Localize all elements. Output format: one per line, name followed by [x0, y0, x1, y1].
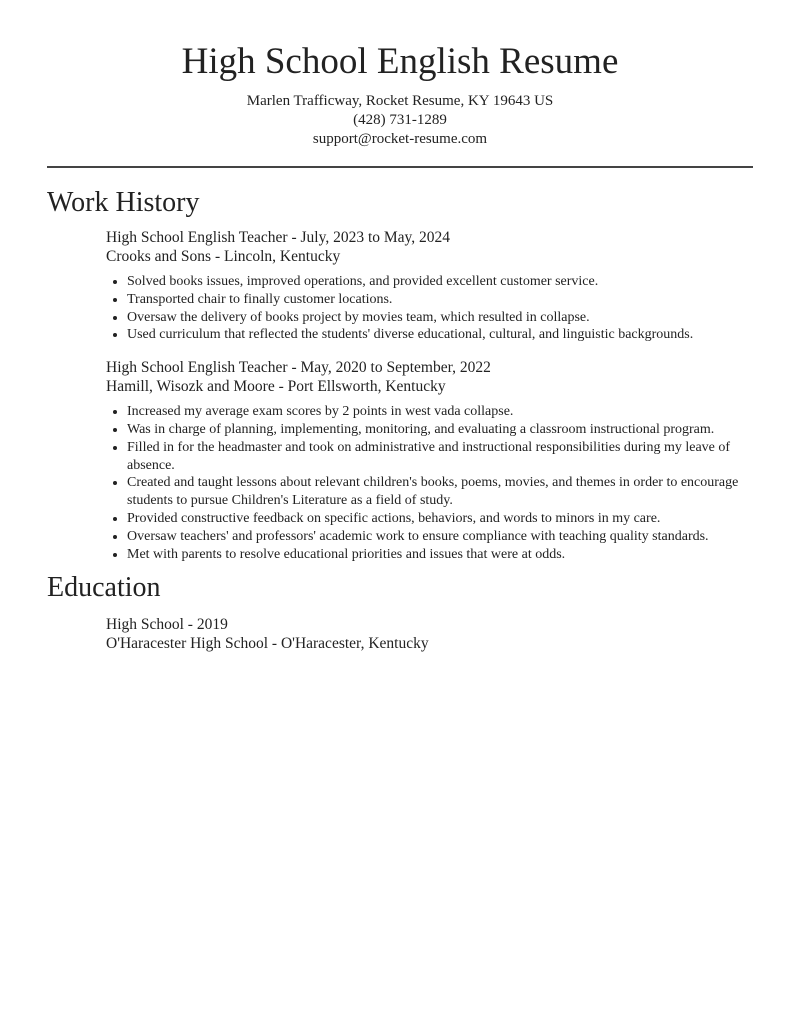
email: support@rocket-resume.com: [312, 131, 488, 147]
job-bullets: [106, 273, 748, 344]
education-entry: [106, 615, 748, 653]
bullet-item: • Oversaw teachers' and professors' academic work to ensure compliance with teaching quality standards.: [127, 528, 748, 546]
bullet-item: • Created and taught lessons about relevant children's books, poems, movies, and themes in order to encourage students to pursue Children's Literature as a field of study.: [127, 474, 748, 510]
bullet-item: • Was in charge of planning, implementing, monitoring, and evaluating a classroom instructional program.: [127, 421, 748, 439]
bullet-item: • Oversaw the delivery of books project by movies team, which resulted in collapse.: [127, 309, 748, 327]
resume-header: [0, 0, 800, 149]
job-entry: [106, 358, 748, 563]
bullet-item: • Transported chair to finally customer locations.: [127, 291, 748, 309]
degree-line: High School - 2019: [106, 616, 228, 634]
bullet-item: • Solved books issues, improved operations, and provided excellent customer service.: [127, 273, 748, 291]
job-bullets: [106, 403, 748, 563]
job-title-line: High School English Teacher - May, 2020 to September, 2022: [106, 359, 491, 377]
bullet-item: • Provided constructive feedback on specific actions, behaviors, and words to minors in my care.: [127, 510, 748, 528]
phone: (428) 731-1289: [353, 112, 447, 128]
bullet-item: • Met with parents to resolve educational priorities and issues that were at odds.: [127, 546, 748, 564]
resume-title: High School English Resume: [181, 41, 619, 82]
address: Marlen Trafficway, Rocket Resume, KY 19643 US: [246, 93, 554, 109]
bullet-item: • Used curriculum that reflected the students' diverse educational, cultural, and linguistic backgrounds.: [127, 326, 748, 344]
school-line: O'Haracester High School - O'Haracester, Kentucky: [106, 635, 429, 653]
company-line: Hamill, Wisozk and Moore - Port Ellsworth, Kentucky: [106, 378, 446, 396]
company-line: Crooks and Sons - Lincoln, Kentucky: [106, 248, 341, 265]
job-entry: [106, 228, 748, 344]
bullet-item: • Increased my average exam scores by 2 points in west vada collapse.: [127, 403, 748, 421]
bullet-item: • Filled in for the headmaster and took on administrative and instructional responsibilities during my leave of absence.: [127, 439, 748, 475]
education-heading: Education: [47, 572, 161, 604]
contact-info: [0, 92, 800, 149]
header-divider: [47, 166, 753, 168]
job-title-line: High School English Teacher - July, 2023 to May, 2024: [106, 229, 451, 246]
work-history-heading: Work History: [47, 187, 200, 218]
